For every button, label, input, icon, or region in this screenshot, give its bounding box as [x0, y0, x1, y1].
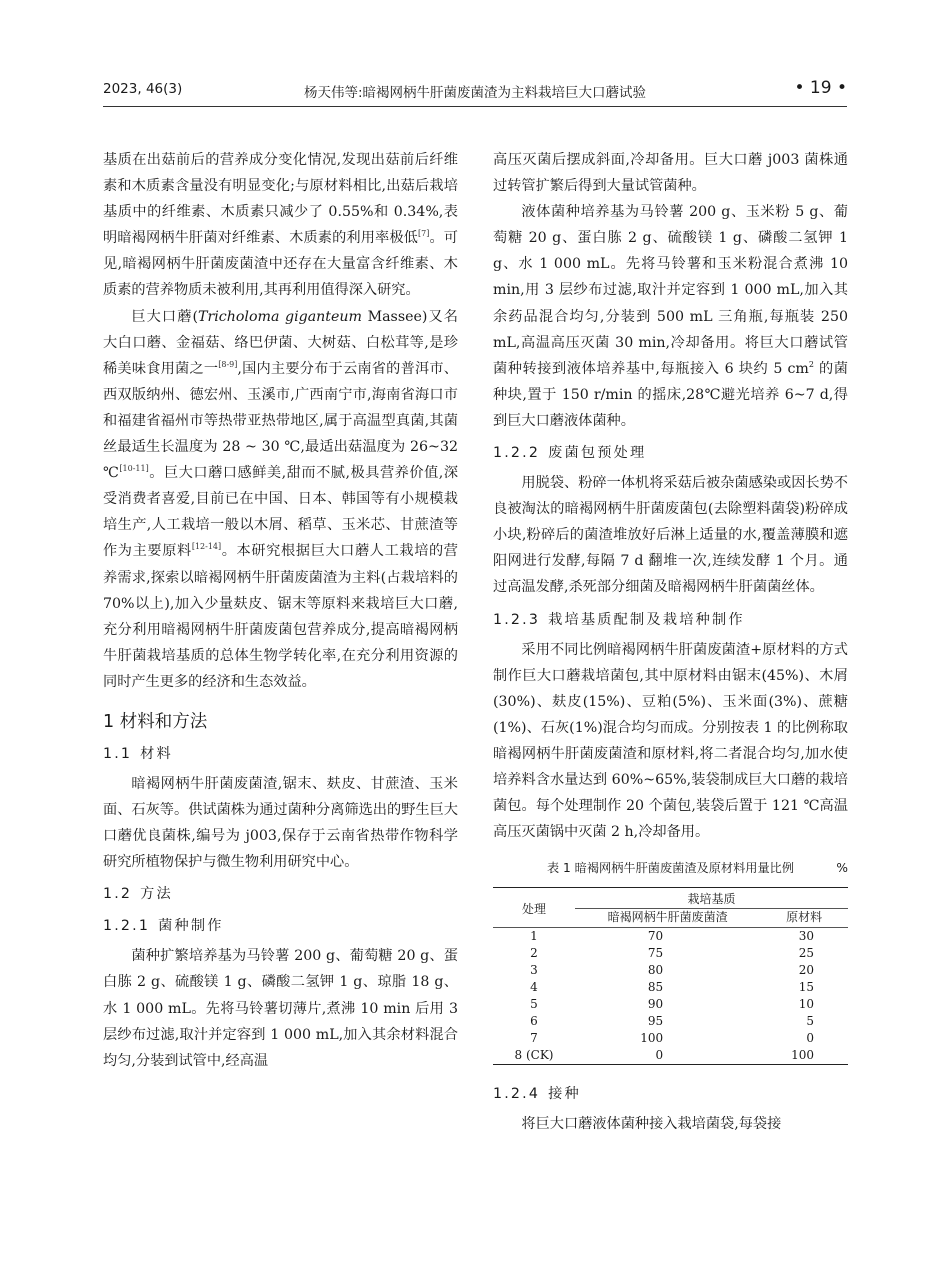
- cell-treatment: 3: [530, 963, 538, 978]
- table-row: [493, 1030, 848, 1047]
- section-title: 材料: [140, 745, 173, 762]
- cell-waste: 100: [640, 1031, 664, 1046]
- section-heading-materials-methods: 1 材料和方法: [103, 711, 208, 732]
- header-treatment: 处理: [493, 888, 575, 928]
- section-number: 1.2.3: [493, 611, 541, 628]
- section-title: 栽培基质配制及栽培种制作: [548, 611, 745, 628]
- table-row: [493, 1047, 848, 1065]
- section-number: 1.2.4: [493, 1086, 541, 1103]
- subsection-heading-pretreatment: [493, 440, 848, 466]
- section-title: 接种: [548, 1086, 581, 1103]
- paragraph-materials: 暗褐网柄牛肝菌废菌渣,锯末、麸皮、甘蔗渣、玉米面、石灰等。供试菌株为通过菌种分离筛选出的野生巨大口蘑优良菌株,编号为 j003,保存于云南省热带作物科学研究所植物保护与微生物利用研究中心。: [103, 775, 458, 871]
- cell-treatment: 8 (CK): [493, 1047, 575, 1065]
- header-waste: 暗褐网柄牛肝菌废菌渣: [575, 909, 760, 928]
- cell-raw: 100: [760, 1047, 848, 1065]
- cell-treatment: 4: [530, 980, 538, 995]
- journal-issue: 2023, 46(3): [103, 81, 183, 97]
- text-run: 基质在出菇前后的营养成分变化情况,发现出菇前后纤维素和木质素含量没有明显变化;与原材料相比,出菇后栽培基质中的纤维素、木质素只减少了 0.55%和 0.34%,表明暗褐网柄牛肝菌对纤维素、木质素的利用率极低: [103, 152, 458, 247]
- cell-raw: 20: [798, 963, 814, 978]
- paragraph-cellulose: [103, 147, 458, 304]
- text-run: Massee)又名大白口蘑、金福菇、络巴伊菌、大树菇、白松茸等,是珍稀美味食用菌之一: [103, 308, 458, 377]
- paragraph-slant: 高压灭菌后摆成斜面,冷却备用。巨大口蘑 j003 菌株通过转管扩繁后得到大量试管菌种。: [493, 152, 848, 195]
- cell-waste: 80: [647, 963, 664, 978]
- header-rule: [103, 106, 847, 107]
- cell-waste: 95: [647, 1014, 664, 1029]
- header-substrate-group: 栽培基质: [575, 888, 848, 909]
- running-title: 杨天伟等:暗褐网柄牛肝菌废菌渣为主料栽培巨大口蘑试验: [303, 85, 647, 101]
- section-title: 方法: [140, 886, 173, 903]
- text-run: 。本研究根据巨大口蘑人工栽培的营养需求,探索以暗褐网柄牛肝菌废菌渣为主料(占栽培料的 70%以上),加入少量麸皮、锯末等原料来栽培巨大口蘑,充分利用暗褐网柄牛肝菌废菌包营养成分,提高暗褐网柄牛肝菌栽培基质的总体生物学转化率,在充分利用资源的同时产生更多的经济和生态效益。: [103, 543, 458, 690]
- subsection-heading-substrate: [493, 607, 848, 633]
- paragraph-substrate: 采用不同比例暗褐网柄牛肝菌废菌渣+原材料的方式制作巨大口蘑栽培菌包,其中原材料由锯末(45%)、木屑(30%)、麸皮(15%)、豆粕(5%)、玉米面(3%)、蔗糖(1%)、石灰(1%)混合均匀而成。分别按表 1 的比例称取暗褐网柄牛肝菌废菌渣和原材料,将二者混合均匀,加水使培养料含水量达到 60%~65%,装袋制成巨大口蘑的栽培菌包。每个处理制作 20 个菌包,装袋后置于 121 ℃高温高压灭菌锅中灭菌 2 h,冷却备用。: [493, 641, 848, 841]
- citation: [7]: [418, 229, 430, 239]
- cell-waste: 90: [647, 997, 664, 1012]
- cell-treatment: 5: [530, 997, 538, 1012]
- citation: [10-11]: [119, 464, 149, 474]
- table-caption-text: 表 1 暗褐网柄牛肝菌废菌渣及原材料用量比例: [546, 861, 795, 876]
- text-run: 液体菌种培养基为马铃薯 200 g、玉米粉 5 g、葡萄糖 20 g、蛋白胨 2 g、硫酸镁 1 g、磷酸二氢钾 1 g、水 1 000 mL。先将马铃薯和玉米粉混合煮沸 10 min,用 3 层纱布过滤,取汁并定容到 1 000 mL,加入其余药品混合均匀,分装到 500 mL 三角瓶,每瓶装 250 mL,高温高压灭菌 30 min,冷却备用。将巨大口蘑试管菌种转接到液体培养基中,每瓶接入 6 块约 5 cm: [493, 204, 848, 377]
- cell-raw: 15: [798, 980, 814, 995]
- running-header: [103, 78, 847, 102]
- section-number: 1.2.1: [103, 918, 151, 935]
- table-caption: [493, 859, 848, 877]
- latin-name: Tricholoma giganteum: [198, 308, 362, 325]
- cell-waste: 0: [575, 1047, 760, 1065]
- section-title: 废菌包预处理: [548, 445, 647, 462]
- table-row: [493, 996, 848, 1013]
- subsection-heading-inoculation: [493, 1081, 848, 1107]
- text-run: ,国内主要分布于云南省的普洱市、西双版纳州、德宏州、玉溪市,广西南宁市,海南省海口市和福建省福州市等热带亚热带地区,属于高温型真菌,其菌丝最适生长温度为 28 ~ 30 ℃,最适出菇温度为 26~32 ℃: [103, 360, 458, 482]
- cell-raw: 10: [798, 997, 814, 1012]
- subsection-heading-materials: [103, 741, 458, 767]
- superscript: 2: [808, 359, 814, 369]
- cell-treatment: 2: [530, 946, 538, 961]
- ratio-table: [493, 887, 848, 1065]
- table-row: [493, 928, 848, 946]
- cell-raw: 0: [806, 1031, 814, 1046]
- cell-raw: 30: [798, 929, 814, 944]
- table-row: [493, 945, 848, 962]
- cell-waste: 75: [647, 946, 664, 961]
- text-run: 巨大口蘑(: [131, 308, 198, 325]
- page-number: • 19 •: [794, 78, 847, 98]
- citation: [12-14]: [191, 542, 222, 552]
- section-number: 1.2: [103, 886, 133, 903]
- text-run: 。巨大口蘑口感鲜美,甜而不腻,极具营养价值,深受消费者喜爱,目前已在中国、日本、韩国等有小规模栽培生产,人工栽培一般以木屑、稻草、玉米芯、甘蔗渣等作为主要原料: [103, 465, 459, 560]
- cell-waste: 85: [647, 980, 664, 995]
- table-row: [493, 979, 848, 996]
- text-run: 的菌种块,置于 150 r/min 的摇床,28℃避光培养 6~7 d,得到巨大口蘑液体菌种。: [493, 360, 848, 429]
- cell-treatment: 7: [530, 1031, 538, 1046]
- paragraph-inoculation: 将巨大口蘑液体菌种接入栽培菌袋,每袋接: [521, 1116, 782, 1133]
- cell-treatment: 1: [530, 929, 538, 944]
- cell-raw: 5: [806, 1014, 814, 1029]
- paragraph-intro-tricholoma: [103, 304, 458, 695]
- table-1: [493, 859, 848, 1065]
- citation: [8-9]: [218, 359, 238, 369]
- cell-treatment: 6: [530, 1014, 538, 1029]
- section-number: 1.2.2: [493, 445, 541, 462]
- cell-waste: 70: [647, 929, 664, 944]
- paragraph-pretreatment: 用脱袋、粉碎一体机将采菇后被杂菌感染或因长势不良被淘汰的暗褐网柄牛肝菌废菌包(去除塑料菌袋)粉碎成小块,粉碎后的菌渣堆放好后淋上适量的水,覆盖薄膜和遮阳网进行发酵,每隔 7 d 翻堆一次,连续发酵 1 个月。通过高温发酵,杀死部分细菌及暗褐网柄牛肝菌菌丝体。: [493, 475, 848, 596]
- table-row: [493, 962, 848, 979]
- left-column: [103, 147, 458, 1074]
- table-row: [493, 1013, 848, 1030]
- text-run: 。可见,暗褐网柄牛肝菌废菌渣中还存在大量富含纤维素、木质素的营养物质未被利用,其再利用值得深入研究。: [103, 230, 458, 299]
- table-unit: %: [836, 861, 848, 876]
- paragraph-liquid-spawn: [493, 199, 848, 434]
- cell-raw: 25: [798, 946, 814, 961]
- header-raw: 原材料: [760, 909, 848, 928]
- section-number: 1.1: [103, 745, 133, 762]
- subsection-heading-spawn: [103, 913, 458, 939]
- right-column: [493, 147, 848, 1137]
- subsection-heading-methods: [103, 881, 458, 907]
- section-title: 菌种制作: [158, 918, 224, 935]
- paragraph-spawn-medium: 菌种扩繁培养基为马铃薯 200 g、葡萄糖 20 g、蛋白胨 2 g、硫酸镁 1 g、磷酸二氢钾 1 g、琼脂 18 g、水 1 000 mL。先将马铃薯切薄片,煮沸 10 min 后用 3 层纱布过滤,取汁并定容到 1 000 mL,加入其余材料混合均匀,分装到试管中,经高温: [103, 948, 458, 1069]
